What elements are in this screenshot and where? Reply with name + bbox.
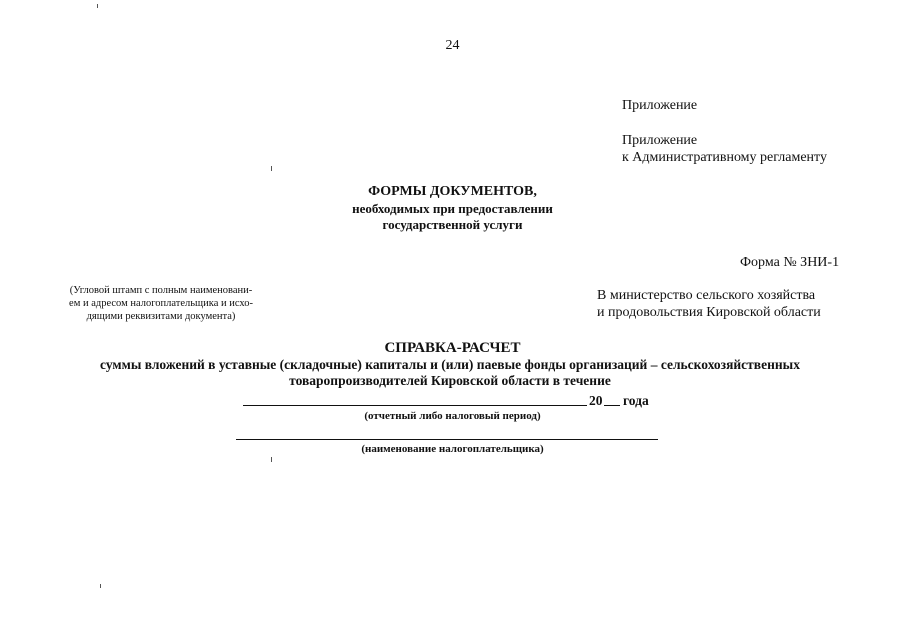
forms-title: ФОРМЫ ДОКУМЕНТОВ, bbox=[368, 184, 537, 199]
appendix-regulation-text: к Административному регламенту bbox=[622, 150, 827, 165]
taxpayer-caption: (наименование налогоплательщика) bbox=[361, 443, 544, 455]
form-number: Форма № ЗНИ-1 bbox=[740, 255, 840, 270]
page-number: 24 bbox=[445, 38, 460, 53]
document-subtitle-line-2: товаропроизводителей Кировской области в течение bbox=[289, 373, 611, 388]
forms-subtitle-line-2: необходимых при предоставлении bbox=[352, 201, 553, 216]
year-word: года bbox=[623, 393, 649, 408]
scan-speck bbox=[97, 4, 98, 8]
scan-speck bbox=[271, 166, 272, 171]
addressee-block bbox=[597, 287, 821, 321]
appendix-regulation-block bbox=[622, 132, 827, 166]
document-subtitle bbox=[20, 357, 880, 389]
document-title: СПРАВКА-РАСЧЕТ bbox=[384, 340, 521, 356]
period-caption: (отчетный либо налоговый период) bbox=[364, 410, 541, 422]
year-prefix: 20 bbox=[589, 393, 603, 408]
appendix-label-2: Приложение bbox=[622, 133, 698, 148]
stamp-note bbox=[46, 284, 276, 323]
scan-speck bbox=[271, 457, 272, 462]
addressee-line-2: и продовольствия Кировской области bbox=[597, 305, 821, 320]
document-subtitle-line-1: суммы вложений в уставные (складочные) капиталы и (или) паевые фонды организаций – сельскохозяйственных bbox=[100, 357, 800, 372]
stamp-note-line-3: дящими реквизитами документа) bbox=[86, 311, 236, 322]
stamp-note-line-1: (Угловой штамп с полным наименовани- bbox=[69, 285, 253, 296]
addressee-line-1: В министерство сельского хозяйства bbox=[597, 288, 816, 303]
taxpayer-fill-line bbox=[236, 439, 658, 440]
scan-speck bbox=[100, 584, 101, 588]
appendix-label: Приложение bbox=[622, 98, 698, 113]
forms-subtitle bbox=[0, 201, 905, 233]
period-fill-line bbox=[243, 405, 587, 406]
stamp-note-line-2: ем и адресом налогоплательщика и исхо- bbox=[69, 298, 253, 309]
year-fill-line bbox=[604, 405, 620, 406]
forms-subtitle-line-3: государственной услуги bbox=[382, 217, 523, 232]
